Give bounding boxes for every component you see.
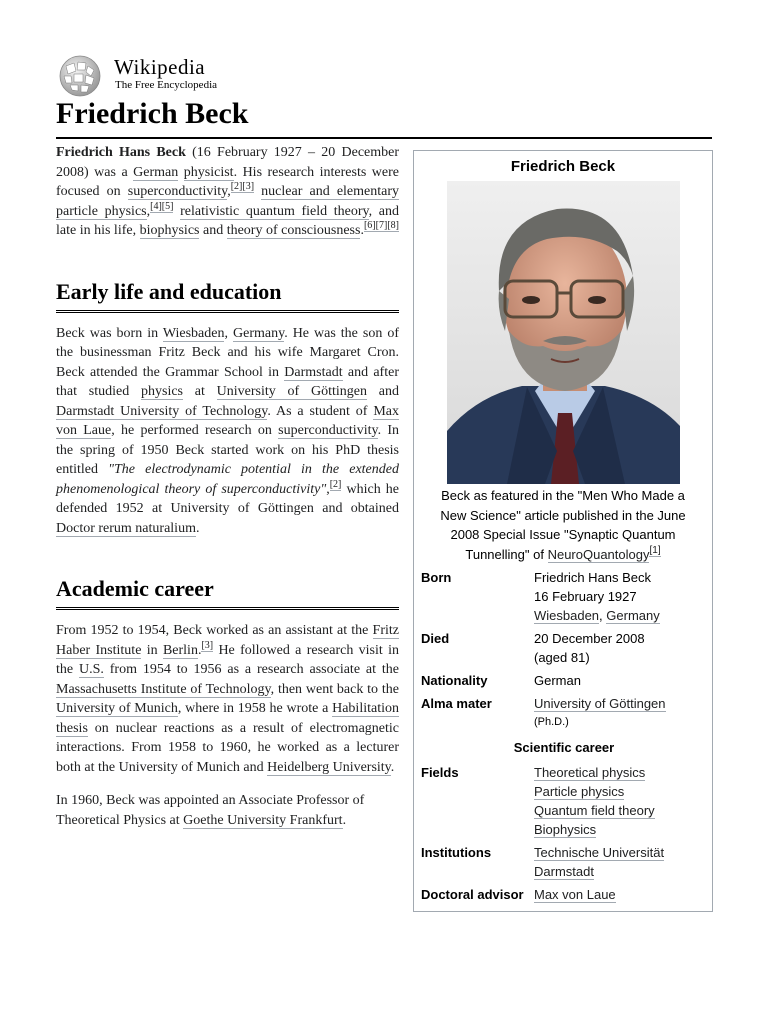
heading-early-life: Early life and education <box>56 279 399 313</box>
link-university-of-munich[interactable]: University of Munich <box>56 701 178 716</box>
link-germany[interactable]: Germany <box>233 325 285 341</box>
infobox-row-scientific-career <box>421 736 707 763</box>
link-habilitation-thesis[interactable]: Habilitation thesis <box>56 701 399 736</box>
early-life-paragraph: Beck was born in Wiesbaden, Germany. He was the son of the businessman Fritz Beck and his wife Margaret Cron. Beck attended the Grammar School in Darmstadt and after that studied physics at University of Göttingen and Darmstadt University of Technology. As a student of Max von Laue, he performed research on superconductivity. In the spring of 1950 Beck started work on his PhD thesis entitled "The electrodynamic potential in the extended phenomenological theory of superconductivity",[2] which he defended 1952 at University of Göttingen and obtained Doctor rerum naturalium. <box>56 325 400 536</box>
nationality-value: German <box>534 673 581 688</box>
died-date: 20 December 2008 <box>534 631 645 646</box>
scientific-career-heading: Scientific career <box>513 740 615 755</box>
infobox-facts <box>421 568 707 908</box>
photo-caption: Beck as featured in the "Men Who Made a New Science" article published in the June 2008 Special Issue "Synaptic Quantum Tunnelling" of NeuroQuantology[1] <box>440 488 686 562</box>
link-us[interactable]: U.S. <box>78 662 104 677</box>
link-superconductivity-2[interactable]: superconductivity <box>278 423 378 438</box>
born-name: Friedrich Hans Beck <box>534 570 652 585</box>
infobox-row-fields <box>421 763 707 843</box>
ref-link[interactable]: [2] <box>230 181 243 193</box>
link-alma-mater[interactable]: University of Göttingen <box>534 696 666 711</box>
ref-link[interactable]: [8] <box>387 220 399 232</box>
link-max-von-laue[interactable]: Max von Laue <box>56 403 399 438</box>
wikipedia-wordmark[interactable]: Wikipedia <box>114 55 206 79</box>
link-doctor-rerum-naturalium[interactable]: Doctor rerum naturalium <box>56 520 196 536</box>
link-doctoral-advisor[interactable]: Max von Laue <box>534 887 616 902</box>
subject-name: Friedrich Hans Beck <box>56 145 186 160</box>
ref-link[interactable]: [1] <box>649 545 661 557</box>
article-body <box>56 143 399 830</box>
link-neuroquantology[interactable]: NeuroQuantology <box>547 546 650 562</box>
link-goethe-university[interactable]: Goethe University Frankfurt <box>183 812 343 828</box>
label-doctoral-advisor: Doctoral advisor <box>421 887 524 902</box>
infobox-row-born: Born Friedrich Hans Beck 16 February 1927 Wiesbaden, Germany <box>421 568 707 629</box>
wikipedia-tagline: The Free Encyclopedia <box>115 79 218 91</box>
link-field[interactable]: Theoretical physics <box>534 765 646 780</box>
ref-link[interactable]: [3] <box>242 181 255 193</box>
ref-link[interactable]: [3] <box>201 639 214 651</box>
link-superconductivity[interactable]: superconductivity <box>127 184 228 199</box>
label-fields: Fields <box>421 765 459 780</box>
label-died: Died <box>421 631 450 646</box>
career-paragraph-2: In 1960, Beck was appointed an Associate Professor of Theoretical Physics at Goethe University Frankfurt. <box>56 793 365 828</box>
wikipedia-globe-icon[interactable] <box>56 54 104 98</box>
heading-academic-career: Academic career <box>56 576 399 610</box>
link-mit[interactable]: Massachusetts Institute of Technology <box>56 681 271 697</box>
link-berlin[interactable]: Berlin <box>162 642 198 658</box>
link-institution[interactable]: Technische Universität Darmstadt <box>534 845 665 879</box>
died-age: (aged 81) <box>534 650 590 665</box>
infobox-row-nationality <box>421 671 707 694</box>
thesis-title: "The electrodynamic potential in the extended phenomenological theory of superconductivity" <box>56 462 399 497</box>
portrait-photo[interactable] <box>447 181 680 484</box>
link-wiesbaden[interactable]: Wiesbaden <box>162 325 225 341</box>
infobox-row-institutions <box>421 843 707 885</box>
alma-degree: (Ph.D.) <box>534 716 569 728</box>
ref-link[interactable]: [4] <box>150 200 162 212</box>
link-darmstadt-university[interactable]: Darmstadt University of Technology <box>56 403 268 419</box>
link-fritz-haber-institute[interactable]: Fritz Haber Institute <box>56 623 399 658</box>
link-quantum-field-theory[interactable]: relativistic quantum field theory <box>180 203 369 219</box>
infobox <box>413 150 713 912</box>
link-german[interactable]: German <box>133 164 179 180</box>
link-theory-of-consciousness[interactable]: theory of consciousness <box>226 223 361 238</box>
link-physics[interactable]: physics <box>141 384 183 399</box>
link-heidelberg-university[interactable]: Heidelberg University <box>267 759 391 775</box>
lead-paragraph: Friedrich Hans Beck (16 February 1927 – 20 December 2008) was a German physicist. His research interests were focused on superconductivity,[2][3] nuclear and elementary particle physics,[4][5] relativistic quantum field theory, and late in his life, biophysics and theory of consciousness.[6][7][8] <box>56 145 400 238</box>
label-nationality: Nationality <box>421 673 488 688</box>
link-born-germany[interactable]: Germany <box>606 608 660 623</box>
ref-link[interactable]: [6] <box>363 220 376 232</box>
ref-link[interactable]: [2] <box>329 478 342 490</box>
link-field[interactable]: Quantum field theory <box>534 803 655 818</box>
ref-link[interactable]: [7] <box>375 220 388 232</box>
label-alma-mater: Alma mater <box>421 696 492 711</box>
label-born: Born <box>421 570 452 585</box>
link-physicist[interactable]: physicist <box>183 164 234 180</box>
link-born-wiesbaden[interactable]: Wiesbaden <box>534 608 600 623</box>
link-biophysics[interactable]: biophysics <box>139 223 200 238</box>
link-university-of-goettingen[interactable]: University of Göttingen <box>216 384 367 399</box>
link-nuclear-particle-physics[interactable]: nuclear and elementary particle physics <box>56 184 400 219</box>
career-paragraph-1: From 1952 to 1954, Beck worked as an assistant at the Fritz Haber Institute in Berlin.[3] He followed a research visit in the U.S. from 1954 to 1956 as a research associate at the Massachusetts Institute of Technology, then went back to the University of Munich, where in 1958 he wrote a Habilitation thesis on nuclear reactions as a result of electromagnetic interactions. From 1958 to 1960, he worked as a lecturer both at the University of Munich and Heidelberg University. <box>56 623 399 775</box>
infobox-row-doctoral-advisor <box>421 885 707 908</box>
label-institutions: Institutions <box>421 845 492 860</box>
ref-link[interactable]: [5] <box>161 200 174 212</box>
title-divider <box>56 137 712 139</box>
infobox-row-died <box>421 629 707 671</box>
page-title: Friedrich Beck <box>56 97 249 130</box>
infobox-row-alma-mater <box>421 694 707 736</box>
link-field[interactable]: Biophysics <box>534 822 597 837</box>
link-darmstadt[interactable]: Darmstadt <box>284 364 343 380</box>
born-date: 16 February 1927 <box>534 589 637 604</box>
link-field[interactable]: Particle physics <box>534 784 625 799</box>
infobox-title: Friedrich Beck <box>510 158 616 175</box>
